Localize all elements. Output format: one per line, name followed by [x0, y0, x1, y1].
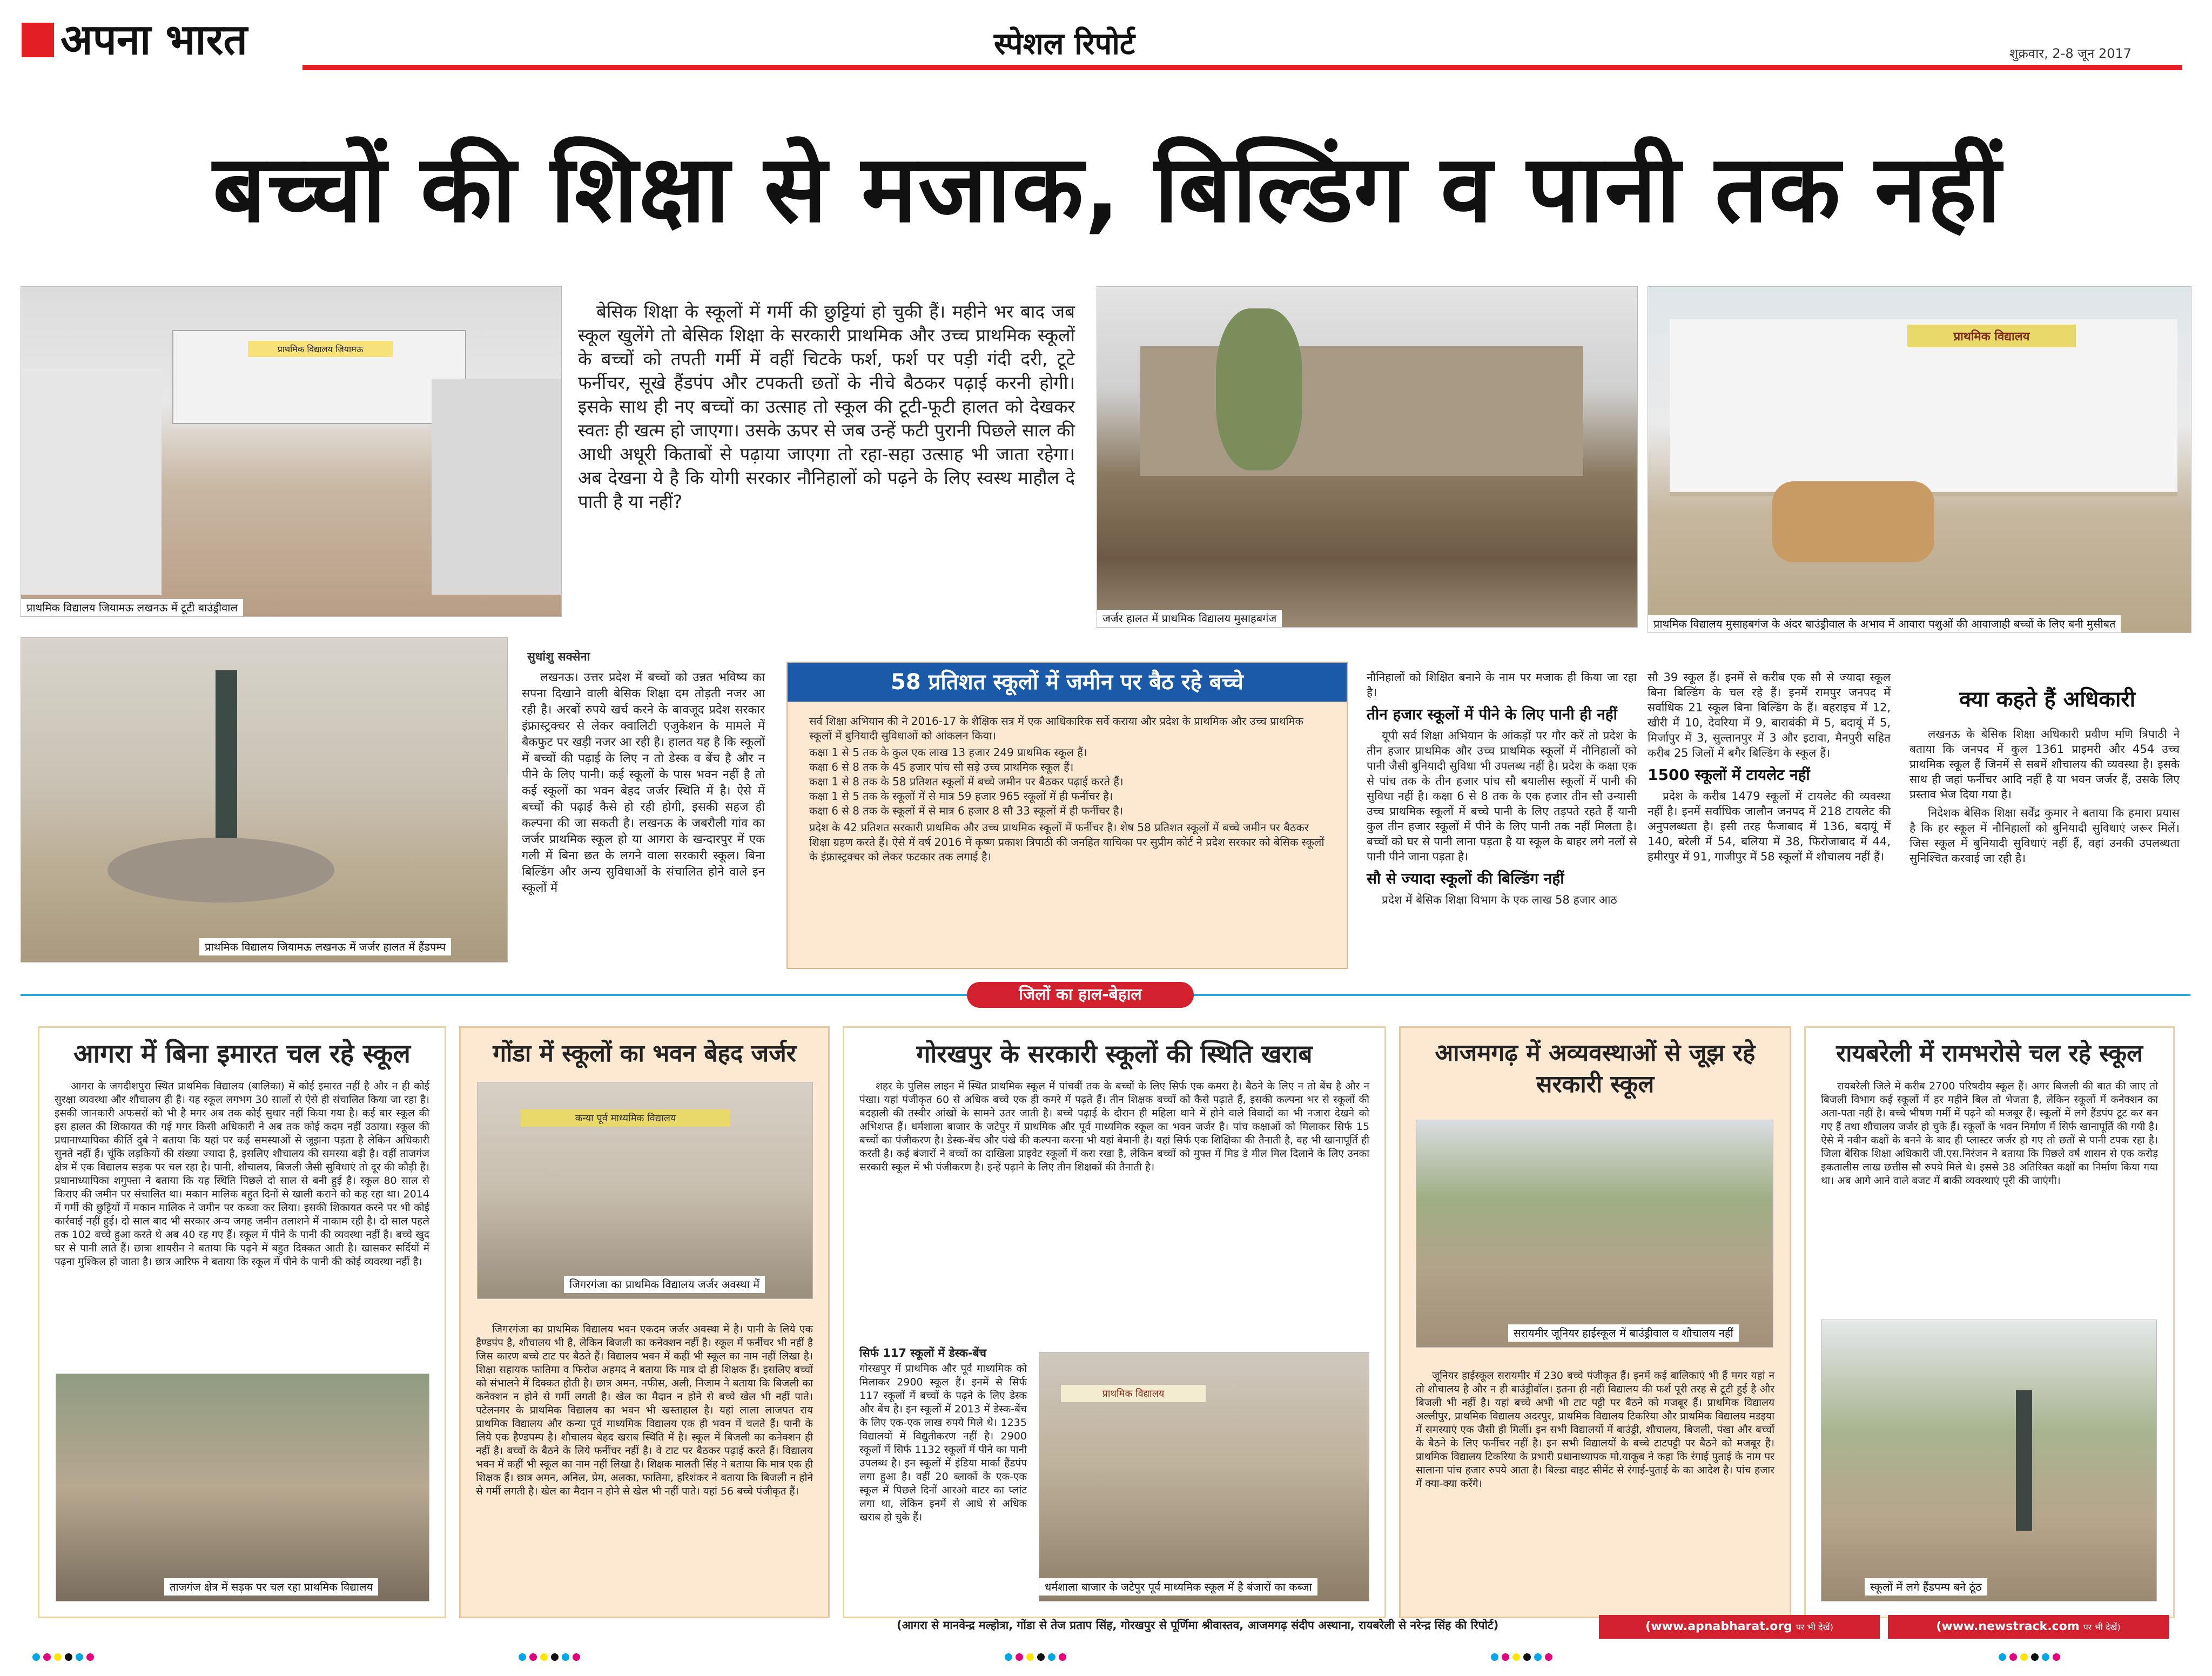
- issue-date: शुक्रवार, 2-8 जून 2017: [2009, 46, 2132, 61]
- column-a-lead: नौनिहालों को शिक्षित बनाने के नाम पर मजाक ही किया जा रहा है।: [1367, 671, 1637, 699]
- logo-text: अपना भारत: [60, 15, 247, 64]
- region-title: आजमगढ़ में अव्यवस्थाओं से जूझ रहे सरकारी स्कूल: [1435, 1039, 1756, 1098]
- region-subsection: [859, 1347, 1027, 1524]
- subhead-water: तीन हजार स्कूलों में पीने के लिए पानी ही नहीं: [1367, 705, 1617, 723]
- cow-shape: [1772, 481, 1934, 562]
- website-tail: पर भी देखें): [2083, 1622, 2121, 1632]
- region-photo: [56, 1374, 429, 1601]
- region-subtext: गोरखपुर में प्राथमिक और पूर्व माध्यमिक को मिलाकर 2900 स्कूल हैं। इनमें से सिर्फ 117 स्कूलों में बच्चों के पढ़ने के लिए डेस्क और बेंच है। इन स्कूलों में 2013 में डेस्क-बेंच के लिए एक-एक लाख रुपये मिले थे। 1235 विद्यालयों में विद्युतीकरण नहीं है। 2900 स्कूलों में सिर्फ 1132 स्कूलों में पीने का पानी उपलब्ध है। इन स्कूलों में इंडिया मार्का हैंडपंप लगा हुआ है। वहीं 20 ब्लाकों के एक-एक स्कूल में पिछले दिनों आरओ वाटर का प्लांट लगा था, लेकिन इनमें से आधे से अधिक खराब हो चुके हैं।: [859, 1363, 1027, 1523]
- region-photo: [477, 1082, 813, 1299]
- region-azamgarh: [1399, 1026, 1791, 1618]
- photo-caption: जर्जर हालत में प्राथमिक विद्यालय मुसाहबगंज: [1097, 610, 1282, 627]
- website-url[interactable]: (www.newstrack.com: [1936, 1620, 2080, 1633]
- photo-dilapidated-school: [1097, 286, 1638, 628]
- stats-line: कक्षा 6 से 8 तक के 45 हजार पांच सौ सड़े उच्च प्राथमिक स्कूल हैं।: [809, 760, 1074, 773]
- photo-caption: ताजगंज क्षेत्र में सड़क पर चल रहा प्राथमिक विद्यालय: [164, 1578, 378, 1596]
- region-text: [461, 1323, 828, 1498]
- pump-basin-shape: [107, 838, 334, 903]
- stats-intro: सर्व शिक्षा अभियान की ने 2016-17 के शैक्षिक सत्र में एक आधिकारिक सर्वे कराया और प्रदेश के प्राथमिक और उच्च प्राथमिक स्कूलों में बुनियादी सुविधाओं को आंकलन किया।: [809, 715, 1303, 742]
- photo-caption: प्राथमिक विद्यालय मुसाहबगंज के अंदर बाउंड्रीवाल के अभाव में आवारा पशुओं की आवाजाही बच्चों के लिए बनी मुसीबत: [1648, 615, 2121, 632]
- registration-dots-mid3: [1491, 1653, 1556, 1663]
- column-b-text: प्रदेश के करीब 1479 स्कूलों में टायलेट की व्यवस्था नहीं है। इनमें सर्वाधिक जालौन जनपद में 218 टायलेट की अनुपलब्धता है। इसी तरह फैजाबाद में 136, बदायूं में 140, बरेली में 54, बलिया में 38, फिरोजाबाद में 44, हमीरपुर में 91, गाजीपुर में 58 स्कूलों में शौचालय नहीं हैं।: [1648, 790, 1891, 863]
- officials-title: क्या कहते हैं अधिकारी: [1959, 687, 2136, 712]
- region-subhead: सिर्फ 117 स्कूलों में डेस्क-बेंच: [859, 1347, 987, 1359]
- stats-line: कक्षा 6 से 8 तक के स्कूलों में से मात्र 6 हजार 8 सौ 33 स्कूलों में ही फर्नीचर है।: [809, 804, 1124, 817]
- officials-quote: लखनऊ के बेसिक शिक्षा अधिकारी प्रवीण मणि त्रिपाठी ने बताया कि जनपद में कुल 1361 प्राइमरी और 454 उच्च प्राथमिक स्कूल हैं जिनमें से सबमें शौचालय की व्यवस्था है। इसके साथ ही जहां फर्नीचर आदि नहीं है या भवन जर्जर हैं, उसके लिए प्रस्ताव भेज दिया गया है।: [1910, 728, 2180, 801]
- subhead-buildings: सौ से ज्यादा स्कूलों की बिल्डिंग नहीं: [1367, 870, 1564, 887]
- photo-caption: स्कूलों में लगे हैंडपम्प बने ठूंठ: [1865, 1578, 1987, 1596]
- credits-line: (आगरा से मानवेन्द्र मल्होत्रा, गोंडा से तेज प्रताप सिंह, गोरखपुर से पूर्णिमा श्रीवास्तव, आजमगढ़ संदीप अस्थाना, रायबरेली से नरेन्द्र सिंह की रिपोर्ट): [897, 1619, 1499, 1632]
- school-sign: प्राथमिक विद्यालय: [1907, 325, 2076, 347]
- column-b: [1648, 670, 1891, 864]
- main-headline: बच्चों की शिक्षा से मजाक, बिल्डिंग व पानी तक नहीं: [212, 134, 2002, 243]
- region-title: रायबरेली में रामभरोसे चल रहे स्कूल: [1836, 1040, 2143, 1067]
- photo-handpump: [21, 637, 508, 962]
- handpump-shape: [216, 670, 237, 854]
- website-tail: पर भी देखें): [1796, 1622, 1833, 1632]
- column-a: [1367, 670, 1637, 907]
- region-photo: [1039, 1352, 1369, 1601]
- photo-caption: प्राथमिक विद्यालय जियामऊ लखनऊ में टूटी बाउंड्रीवाल: [21, 599, 243, 616]
- school-sign: प्राथमिक विद्यालय जियामऊ: [248, 341, 393, 357]
- column-a-text: प्रदेश में बेसिक शिक्षा विभाग के एक लाख 58 हजार आठ: [1382, 893, 1617, 906]
- region-title: गोंडा में स्कूलों का भवन बेहद जर्जर: [493, 1040, 796, 1067]
- region-text: [844, 1080, 1384, 1174]
- registration-dots-left: [32, 1653, 97, 1663]
- region-body: जूनियर हाईस्कूल सरायमीर में 230 बच्चे पंजीकृत हैं। इनमें कई बालिकाएं भी हैं मगर यहां न तो शौचालय है और न ही बाउंड्रीवॉल। इतना ही नहीं विद्यालय की फर्श पूरी तरह से टूटी हुई है और बिजली भी नहीं है। यहां बच्चे अभी भी टाट पट्टी पर बैठने को मजबूर हैं। प्राथमिक विद्यालय अल्लीपुर, प्राथमिक विद्यालय अदरपुर, प्राथमिक विद्यालय टिकरिया और प्राथमिक विद्यालय मडइया में समस्याएं एक जैसी ही मिलीं। इन सभी विद्यालयों में बाउंड्री, शौचालय, बिजली, पंखा और बच्चों के बैठने के लिए फर्नीचर नहीं है। इन सभी विद्यालयों के बच्चे टाटपट्टी पर बैठने को मजबूर हैं। प्राथमिक विद्यालय टिकरिया के प्रभारी प्रधानाध्यापक मो.याकूब ने कहा कि रंगाई पुताई के नाम पर सालाना पांच हजार रुपये आता है। बिल्डा वाइट सीमेंट से रंगाई-पुताई के का आदेश है। पांच हजार में क्या-क्या करेंगे।: [1416, 1370, 1774, 1490]
- intro-paragraph: [578, 300, 1075, 517]
- boundary-wall-left: [21, 368, 162, 595]
- logo-square: [22, 23, 54, 57]
- byline: सुधांशु सक्सेना: [527, 650, 590, 664]
- main-column: [522, 670, 765, 900]
- region-agra: [38, 1026, 446, 1618]
- wall-shape: [1140, 346, 1583, 476]
- photo-caption: सरायमीर जूनियर हाईस्कूल में बाउंड्रीवाल व शौचालय नहीं: [1508, 1324, 1739, 1342]
- registration-dots-mid1: [519, 1653, 583, 1663]
- stats-outro: प्रदेश के 42 प्रतिशत सरकारी प्राथमिक और उच्च प्राथमिक स्कूलों में फर्नीचर है। शेष 58 प्रतिशत स्कूलों में बच्चे जमीन पर बैठकर शिक्षा ग्रहण करते हैं। ऐसे में वर्ष 2016 में कृष्ण प्रकाश त्रिपाठी की जनहित याचिका पर सुप्रीम कोर्ट ने प्रदेश सरकार को बेसिक स्कूलों के इंफ्रास्ट्रक्चर को लेकर फटकार तक लगाई है।: [809, 821, 1324, 863]
- officials-quote: निदेशक बेसिक शिक्षा सर्वेंद्र कुमार ने बताया कि हमारा प्रयास है कि हर स्कूल में नौनिहालों को बुनियादी सुविधाएं जरूर मिलें। जिस स्कूल में बुनियादी सुविधाएं नहीं हैं, वहां उनकी उपलब्धता सुनिश्चित करवाई जा रही है।: [1910, 806, 2180, 865]
- region-photo: [1821, 1320, 2157, 1601]
- main-column-text: लखनऊ। उत्तर प्रदेश में बच्चों को उन्नत भविष्य का सपना दिखाने वाली बेसिक शिक्षा दम तोड़ती नजर आ रही है। अरबों रुपये खर्च करने के बावजूद प्रदेश सरकार इंफ्रास्ट्रक्चर से लेकर क्वालिटी एजुकेशन के मामले में बैकफुट पर खड़ी नजर आ रही है। हालत यह है कि स्कूलों में बच्चों की पढ़ाई के लिए न तो डेस्क व बेंच है और न पीने के लिए पानी। कई स्कूलों के पास भवन नहीं है तो कई स्कूलों का भवन बेहद जर्जर स्थिति में है। ऐसे में बच्चों की पढ़ाई कैसे हो रही होगी, इसकी सहज ही कल्पना की जा सकती है। लखनऊ के जबरौली गांव का जर्जर प्राथमिक स्कूल हो या आगरा के खन्दारपुर में एक गली में बिना छत के लगने वाला सरकारी स्कूल। बिना बिल्डिंग और अन्य सुविधाओं के संचालित होने वाले इन स्कूलों में: [522, 671, 765, 895]
- masthead: [0, 0, 2212, 86]
- region-photo: [1416, 1120, 1773, 1348]
- website-banner-2[interactable]: [1888, 1615, 2169, 1639]
- handpump-shape: [2016, 1390, 2032, 1531]
- districts-label: जिलों का हाल-बेहाल: [967, 982, 1194, 1008]
- tree-shape: [1216, 308, 1302, 470]
- column-b-text: सौ 39 स्कूल हैं। इनमें से करीब एक सौ से ज्यादा स्कूल बिना बिल्डिंग के चल रहे हैं। इनमें रामपुर जनपद में सर्वाधिक 21 स्कूल बिना बिल्डिंग के हैं। बहराइच में 12, खीरी में 10, देवरिया में 9, बाराबंकी में 5, बदायूं में 5, मिर्जापुर में 3, सुल्तानपुर में 3 और इटावा, मैनपुरी सहित करीब 25 जिलों में बगैर बिल्डिंग के स्कूल हैं।: [1648, 671, 1891, 759]
- stats-line: कक्षा 1 से 5 तक के स्कूलों में से मात्र 59 हजार 965 स्कूलों में ही फर्नीचर है।: [809, 790, 1113, 803]
- region-title: आगरा में बिना इमारत चल रहे स्कूल: [73, 1039, 411, 1069]
- registration-dots-mid2: [1005, 1653, 1070, 1663]
- registration-dots-right: [1999, 1653, 2063, 1663]
- stats-content: [809, 714, 1328, 864]
- region-text: [1806, 1080, 2173, 1188]
- photo-caption: प्राथमिक विद्यालय जियामऊ लखनऊ में जर्जर हालत में हैंडपम्प: [199, 938, 451, 955]
- region-raebareli: [1804, 1026, 2175, 1618]
- photo-caption: धर्मशाला बाजार के जटेपुर पूर्व माध्यमिक स्कूल में है बंजारों का कब्जा: [1039, 1578, 1317, 1596]
- stats-title: 58 प्रतिशत स्कूलों में जमीन पर बैठ रहे बच्चे: [788, 663, 1347, 702]
- region-body: जिगरगंजा का प्राथमिक विद्यालय भवन एकदम जर्जर अवस्था में है। पानी के लिये एक हैण्डपंप है, शौचालय भी है, लेकिन बिजली का कनेक्शन नहीं है। स्कूल में फर्नीचर भी नहीं है जिस कारण बच्चे टाट पर बैठते हैं। विद्यालय भवन में कहीं भी स्कूल का नाम नहीं लिखा है। शिक्षा सहायक फातिमा व फिरोज अहमद ने बताया कि मात्र दो ही शिक्षक हैं। इसलिए बच्चों को संभालने में दिक्कत होती है। छात्र अमन, नफीस, अली, निजाम ने बताया कि बिजली का कनेक्शन न होने से गर्मी लगती है। खेल का मैदान न होने से बच्चे खेल भी नहीं पाते। पटेलनगर के प्राथमिक विद्यालय का भवन भी खस्ताहाल है। यहां लाला लाजपत राय प्राथमिक विद्यालय और कन्या पूर्व माध्यमिक विद्यालय एक ही भवन में चलते हैं। पानी के लिये एक हैण्डपम्प है। शौचालय बेहद खराब स्थिति में है। स्कूल में बिजली का कनेक्शन ही नहीं है। बच्चों के बैठने के लिये फर्नीचर नहीं है। वे टाट पर बैठकर पढ़ाई करते हैं। विद्यालय भवन में कहीं भी स्कूल का नाम नहीं लिखा है। शिक्षक मालती सिंह ने बताया कि मात्र एक ही शिक्षक हैं। छात्र अमन, अनिल, प्रेम, अलका, फातिमा, हरिशंकर ने बताया कि बिजली न होने से गर्मी लगती है। खेल का मैदान न होने से खेल भी नहीं पाते। यहां 56 बच्चे पंजीकृत हैं।: [476, 1323, 813, 1497]
- photo-broken-boundary: [21, 286, 562, 617]
- subhead-toilets: 1500 स्कूलों में टायलेट नहीं: [1648, 766, 1810, 784]
- region-text: [39, 1080, 445, 1269]
- boundary-wall-right: [432, 379, 561, 595]
- region-gorakhpur: [843, 1026, 1386, 1618]
- photo-cow-in-school: [1648, 286, 2191, 633]
- masthead-rule: [302, 65, 2182, 70]
- stats-line: कक्षा 1 से 5 तक के कुल एक लाख 13 हजार 249 प्राथमिक स्कूल हैं।: [809, 746, 1087, 759]
- intro-text: बेसिक शिक्षा के स्कूलों में गर्मी की छुट्टियां हो चुकी हैं। महीने भर बाद जब स्कूल खुलेंगे तो बेसिक शिक्षा के सरकारी प्राथमिक और उच्च प्राथमिक स्कूलों के बच्चों को तपती गर्मी में वहीं चिटके फर्श, फर्श पर पड़ी गंदी दरी, टूटे फर्नीचर, सूखे हैंडपंप और टपकती छतों के नीचे बैठकर पढ़ाई करनी होगी। इसके साथ ही नए बच्चों का उत्साह तो स्कूल की टूटी-फूटी हालत को देखकर स्वतः ही खत्म हो जाएगा। उसके ऊपर से जब उन्हें फटी पुरानी पिछले साल की आधी अधूरी किताबों से पढ़ाया जाएगा तो रहा-सहा उत्साह भी जाता रहेगा। अब देखना ये है कि योगी सरकार नौनिहालों को पढ़ने के लिए स्वस्थ माहौल दे पाती है या नहीं?: [578, 301, 1075, 512]
- officials-box: [1904, 662, 2190, 967]
- website-banner-1[interactable]: [1599, 1615, 1880, 1639]
- region-body: रायबरेली जिले में करीब 2700 परिषदीय स्कूल हैं। अगर बिजली की बात की जाए तो बिजली विभाग कई स्कूलों में हर महीने बिल तो भेजता है, लेकिन स्कूलों में कनेक्शन का अता-पता नहीं है। बच्चे भीषण गर्मी में पढ़ने को मजबूर हैं। स्कूलों में लगे हैंडपंप टूट कर बन गए हैं तथा शौचालय जर्जर हो चुके हैं। स्कूलों के भवन निर्माण में सिर्फ खानापूर्ति की गयी है। ऐसे में नवीन कक्षों के बनने के बाद ही प्लास्टर जर्जर हो गए तो छतों से पानी टपक रहा है। जिला बेसिक शिक्षा अधिकारी जी.एस.निरंजन ने बताया कि पिछले वर्ष शासन से एक करोड़ इकतालीस लाख छत्तीस सौ रुपये मिले थे। इससे 38 अतिरिक्त कक्षों का निर्माण किया गया था। अब आगे आने वाले बजट में बाकी व्यवस्थाएं पूरी की जाएंगी।: [1821, 1080, 2158, 1187]
- stats-box: [786, 662, 1348, 969]
- region-text: [1401, 1369, 1790, 1491]
- section-label: स्पेशल रिपोर्ट: [994, 26, 1135, 62]
- region-body: आगरा के जगदीशपुरा स्थित प्राथमिक विद्यालय (बालिका) में कोई इमारत नहीं है और न ही कोई सुरक्षा व्यवस्था और शौचालय ही है। यह स्कूल लगभग 30 सालों से ऐसे ही संचालित किया जा रहा है। इसकी जानकारी अफसरों को भी है मगर अब तक कोई सुधार नहीं किया गया है। कई बार स्कूल की इस हालत की शिकायत की गई मगर किसी अधिकारी ने अब तक कोई कदम नहीं उठाया। स्कूल की प्रधानाध्यापिका कीर्ति दुबे ने बताया कि यहां पर कई समस्याओं से जूझना पड़ता है लेकिन अधिकारी सुनते नहीं हैं। चूंकि लड़कियों की संख्या ज्यादा है, इसलिए शौचालय की समस्या बड़ी है। वहीं ताजगंज क्षेत्र में एक विद्यालय सड़क पर चल रहा है। पानी, शौचालय, बिजली जैसी सुविधाएं तो दूर की कौड़ी हैं। प्रधानाध्यापिका शगुफ्ता ने बताया कि यह स्थिति पिछले दो साल से बनी हुई है। स्कूल 80 साल से किराए की जमीन पर संचालित था। मकान मालिक बहुत दिनों से खाली कराने को कह रहा था। 2014 में गर्मी की छुट्टियों में मकान मालिक ने जमीन पर कब्जा कर लिया। इसकी शिकायत करने पर भी कोई कार्रवाई नहीं हुई। दो साल बाद भी सरकार अन्य जगह जमीन तलाशने में नाकाम रही है। दो साल पहले तक 102 बच्चे हुआ करते थे अब 40 रह गए हैं। स्कूल में पीने के पानी की व्यवस्था नहीं है। बच्चे खुद घर से पानी लाते हैं। छात्रा शायरीन ने बताया कि पढ़ने में बहुत दिक्कत आती है। खासकर सर्दियों में पढ़ना मुश्किल हो जाता है। छात्र आरिफ ने बताया कि स्कूल में पीने के पानी की कोई व्यवस्था नहीं है।: [55, 1080, 429, 1268]
- website-url[interactable]: (www.apnabharat.org: [1645, 1620, 1792, 1633]
- school-sign: कन्या पूर्व माध्यमिक विद्यालय: [521, 1109, 730, 1127]
- photo-caption: जिगरगंजा का प्राथमिक विद्यालय जर्जर अवस्था में: [564, 1276, 765, 1293]
- school-sign: प्राथमिक विद्यालय: [1061, 1385, 1206, 1402]
- region-body: शहर के पुलिस लाइन में स्थित प्राथमिक स्कूल में पांचवीं तक के बच्चों के लिए सिर्फ एक कमरा है। बैठने के लिए न तो बेंच है और न पंखा। यहां पंजीकृत 60 से अधिक बच्चे एक ही कमरे में पढ़ते हैं। तीन शिक्षक बच्चों को कैसे पढ़ाते हैं, इसकी कल्पना भर से स्कूलों की बदहाली की तस्वीर आंखों के सामने उतर जाती है। बच्चे पढ़ाई के दौरान ही महिला थाने में होने वाले विवादों का भी नजारा देखने को अभिशप्त हैं। धर्मशाला बाजार के जटेपुर में प्राथमिक और पूर्व माध्यमिक स्कूल का भवन जर्जर है। पांच कक्षाओं को मिलाकर सिर्फ 15 बच्चों का पंजीकरण है। डेस्क-बेंच और पंखे की कल्पना करना भी यहां बेमानी है। यहां सिर्फ एक शिक्षिका की तैनाती है, वह भी खानापूर्ति ही करती है। कई बंजारों ने बच्चों का दाखिला प्राइवेट स्कूलों में करा रखा है, लेकिन बच्चों को मुफ्त में मिड डे मील मिल दिलाने के लिए उनका सरकारी स्कूल में भी पंजीकरण है। इन्हें पढ़ाने के लिए तीन शिक्षकों की तैनाती है।: [859, 1080, 1369, 1173]
- region-title: गोरखपुर के सरकारी स्कूलों की स्थिति खराब: [916, 1039, 1313, 1068]
- region-gonda: [459, 1026, 830, 1618]
- stats-line: कक्षा 1 से 8 तक के 58 प्रतिशत स्कूलों में बच्चे जमीन पर बैठकर पढ़ाई करते हैं।: [809, 775, 1124, 788]
- column-a-text: यूपी सर्व शिक्षा अभियान के आंकड़ों पर गौर करें तो प्रदेश के तीन हजार प्राथमिक और उच्च प्राथमिक स्कूलों में नौनिहालों को पानी जैसी बुनियादी सुविधा भी उपलब्ध नहीं है। प्रदेश के कक्षा एक से पांच तक के तीन हजार पांच सौ बयालीस स्कूलों में पानी की सुविधा नहीं है। कक्षा 6 से 8 तक के एक हजार तीन सौ उन्यासी उच्च प्राथमिक स्कूलों में बच्चे पानी के लिए तड़पते रहते हैं यानी कुल तीन हजार स्कूलों में पीने के लिए पानी तक नहीं मिलता है। बच्चों को घर से पानी लाना पड़ता है या स्कूल के बाहर लगे नलों से पानी पीने जाना पड़ता है।: [1367, 729, 1637, 863]
- officials-text: [1910, 726, 2180, 869]
